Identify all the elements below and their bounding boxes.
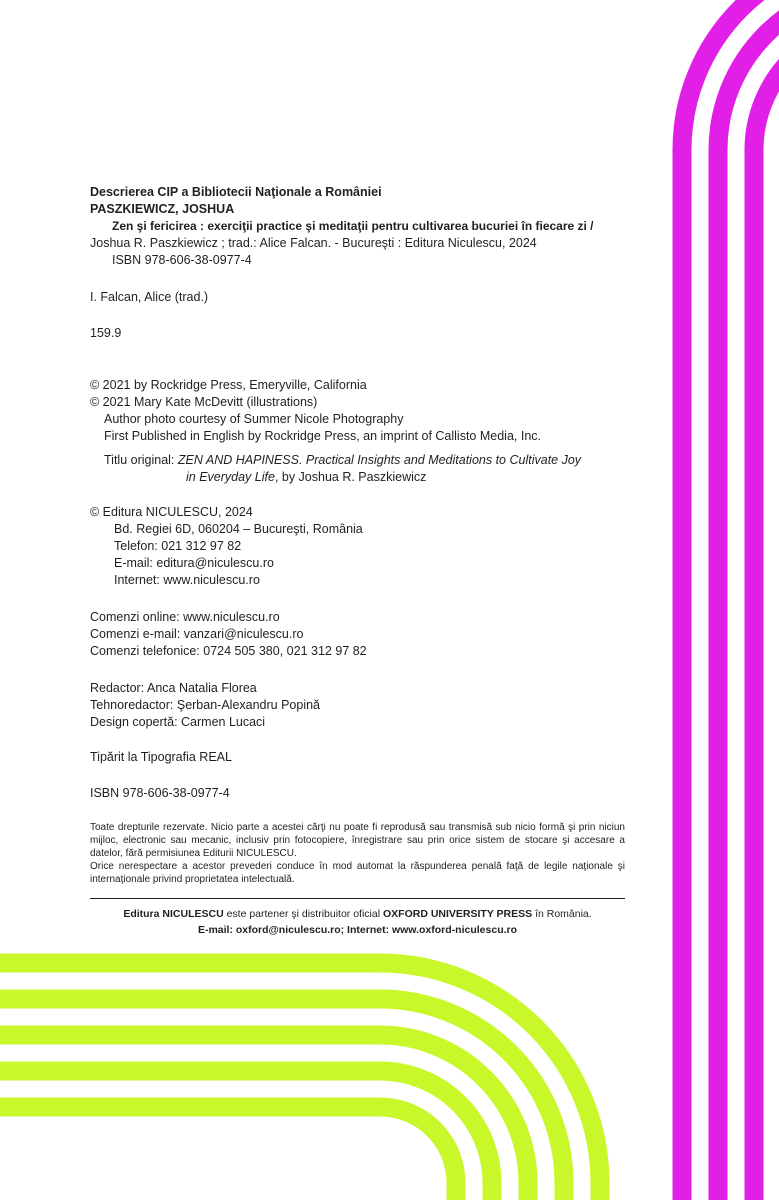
legal-notice xyxy=(90,821,625,886)
partner-contacts: E-mail: oxford@niculescu.ro; Internet: www.oxford-niculescu.ro xyxy=(197,924,518,936)
cip-heading: Descrierea CIP a Bibliotecii Naţionale a României xyxy=(90,185,382,199)
original-title-line-1 xyxy=(104,452,581,468)
cip-title: Zen şi fericirea : exerciţii practice şi meditaţii pentru cultivarea bucuriei în fiecare zi / xyxy=(112,219,594,233)
partner-statement xyxy=(90,907,625,921)
cip-isbn: ISBN 978-606-38-0977-4 xyxy=(112,253,252,267)
original-title-line-2 xyxy=(186,469,426,485)
cip-responsibility: Joshua R. Paszkiewicz ; trad.: Alice Falcan. - Bucureşti : Editura Niculescu, 2024 xyxy=(90,236,537,250)
credit-editor: Redactor: Anca Natalia Florea xyxy=(90,681,257,695)
printed-at: Tipărit la Tipografia REAL xyxy=(90,750,232,764)
copyright-line-1: © 2021 by Rockridge Press, Emeryville, California xyxy=(90,378,367,392)
orders-email: Comenzi e-mail: vanzari@niculescu.ro xyxy=(90,627,304,641)
publisher-address: Bd. Regiei 6D, 060204 – Bucureşti, România xyxy=(114,522,363,536)
partner-end-text: în România. xyxy=(532,908,592,920)
partner-oup-name: OXFORD UNIVERSITY PRESS xyxy=(382,908,533,920)
publisher-email: E-mail: editura@niculescu.ro xyxy=(114,556,274,570)
copyright-line-2: © 2021 Mary Kate McDevitt (illustrations) xyxy=(90,395,318,409)
original-title-label: Titlu original: xyxy=(104,453,178,467)
credit-cover-design: Design copertă: Carmen Lucaci xyxy=(90,715,266,729)
publisher-copyright: © Editura NICULESCU, 2024 xyxy=(90,505,253,519)
orders-phone: Comenzi telefonice: 0724 505 380, 021 312 97 82 xyxy=(90,644,367,658)
isbn-bottom: ISBN 978-606-38-0977-4 xyxy=(90,786,230,800)
publisher-phone: Telefon: 021 312 97 82 xyxy=(114,539,242,553)
partner-middle-text: este partener şi distribuitor oficial xyxy=(223,908,383,920)
cip-author: PASZKIEWICZ, JOSHUA xyxy=(90,202,235,216)
author-photo-credit: Author photo courtesy of Summer Nicole Photography xyxy=(104,412,404,426)
original-title-text-2: in Everyday Life xyxy=(186,470,275,484)
partner-publisher-name: Editura NICULESCU xyxy=(123,908,224,920)
first-published-note: First Published in English by Rockridge Press, an imprint of Callisto Media, Inc. xyxy=(104,429,541,443)
credit-typesetter: Tehnoredactor: Şerban-Alexandru Popină xyxy=(90,698,321,712)
legal-rights-paragraph: Toate drepturile rezervate. Nicio parte a acestei cărţi nu poate fi reprodusă sau transmisă sub nicio formă şi prin niciun mijloc, electronic sau mecanic, inclusiv prin fotocopiere, înregistrare sau prin orice sistem de stocare şi accesare a datelor, fără permisiunea Editurii NICULESCU. xyxy=(90,822,625,859)
divider-line xyxy=(90,898,625,899)
orders-online: Comenzi online: www.niculescu.ro xyxy=(90,610,280,624)
cip-class-number: 159.9 xyxy=(90,326,122,340)
legal-penalty-paragraph: Orice nerespectare a acestor prevederi conduce în mod automat la răspunderea penală faţă de legile naţionale şi internaţionale privind proprietatea intelectuală. xyxy=(90,861,625,885)
cip-translator: I. Falcan, Alice (trad.) xyxy=(90,290,209,304)
original-title-text-1: ZEN AND HAPINESS. Practical Insights and Meditations to Cultivate Joy xyxy=(177,453,582,467)
original-title-author: , by Joshua R. Paszkiewicz xyxy=(274,470,427,484)
publisher-internet: Internet: www.niculescu.ro xyxy=(114,573,260,587)
